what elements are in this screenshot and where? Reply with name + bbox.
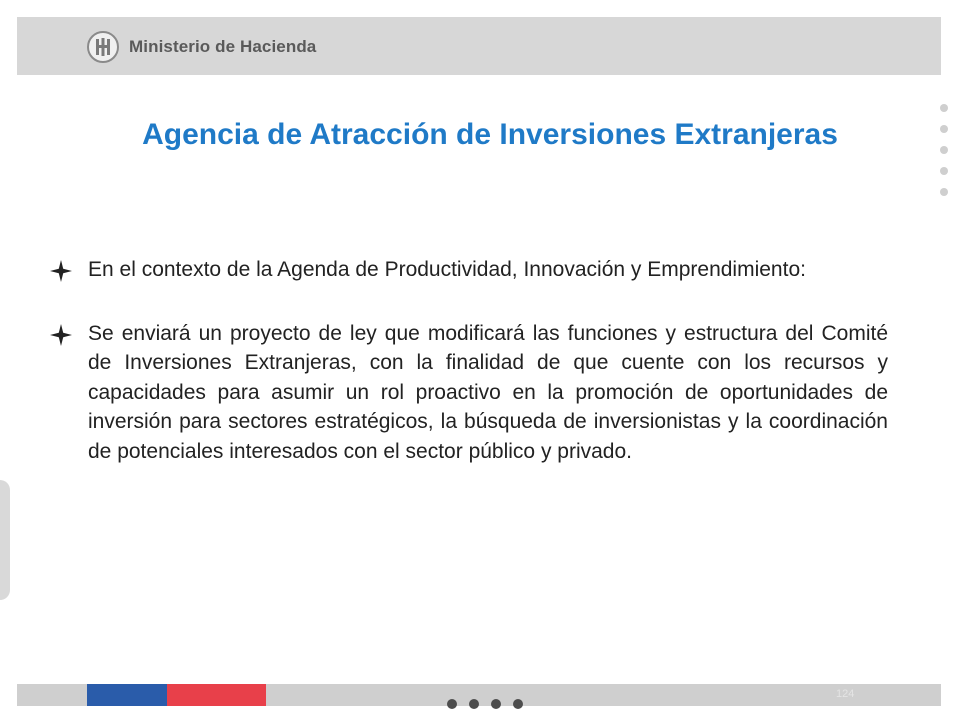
ministry-logo bbox=[87, 31, 316, 63]
flag-stripe-red bbox=[167, 684, 266, 706]
bullet-item bbox=[50, 319, 888, 467]
flag-stripe-blue bbox=[87, 684, 167, 706]
bullet-list bbox=[50, 255, 888, 500]
bullet-text: En el contexto de la Agenda de Productividad, Innovación y Emprendimiento: bbox=[88, 258, 806, 281]
footer-dots-decoration bbox=[447, 699, 523, 709]
bullet-text: Se enviará un proyecto de ley que modificará las funciones y estructura del Comité de Inversiones Extranjeras, con la finalidad de que cuente con los recursos y capacidades para asumir un rol proactivo en la promoción de oportunidades de inversión para sectores estratégicos, la búsqueda de inversionistas y la coordinación de potenciales interesados con el sector público y privado. bbox=[88, 321, 888, 463]
page-number: 124 bbox=[836, 688, 855, 700]
ministry-crest-icon bbox=[87, 31, 119, 63]
slide-title: Agencia de Atracción de Inversiones Extranjeras bbox=[142, 118, 838, 151]
four-point-star-bullet-icon bbox=[50, 260, 72, 282]
left-edge-tab bbox=[0, 480, 10, 600]
four-point-star-bullet-icon bbox=[50, 324, 72, 346]
header-band bbox=[17, 17, 941, 75]
ministry-name: Ministerio de Hacienda bbox=[129, 37, 317, 56]
bullet-item bbox=[50, 255, 888, 285]
